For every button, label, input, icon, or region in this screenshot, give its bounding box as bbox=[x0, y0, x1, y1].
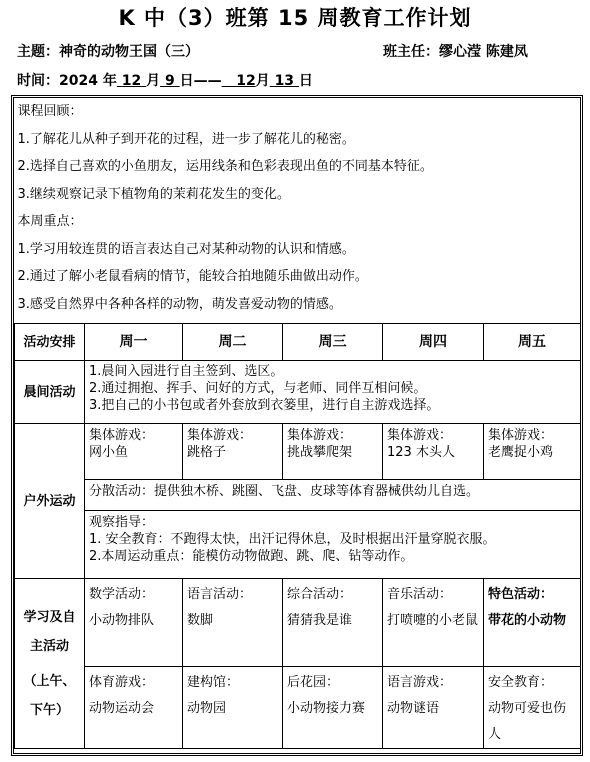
focus-heading: 本周重点： bbox=[17, 214, 83, 229]
study-label: 学习及自 主活动 （上午、 下午） bbox=[15, 579, 85, 749]
morning-line: 1.晨间入园进行自主签到、选区。 bbox=[89, 364, 284, 379]
study-activity-featured: 特色活动： 带花的小动物 bbox=[484, 579, 581, 667]
outdoor-guidance bbox=[85, 511, 581, 579]
focus-item: 3.感受自然界中各种各样的动物，萌发喜爱动物的情感。 bbox=[17, 296, 342, 312]
study-activity: 语言游戏： 动物谜语 bbox=[383, 667, 484, 749]
study-activity: 综合活动： 猜猜我是谁 bbox=[283, 579, 383, 667]
outdoor-game: 集体游戏： 跳格子 bbox=[183, 424, 283, 480]
end-month: 12 bbox=[236, 73, 256, 89]
outdoor-label: 户外运动 bbox=[15, 424, 85, 579]
day-char-2: 日 bbox=[298, 73, 313, 89]
study-activity: 建构馆： 动物园 bbox=[183, 667, 283, 749]
outdoor-guidance-row bbox=[15, 511, 581, 579]
morning-line: 2.通过拥抱、挥手、问好的方式，与老师、同伴互相问候。 bbox=[89, 381, 427, 396]
outdoor-game: 集体游戏： 网小鱼 bbox=[85, 424, 183, 480]
day-header: 周四 bbox=[383, 324, 484, 361]
morning-line: 3.把自己的小书包或者外套放到衣篓里，进行自主游戏选择。 bbox=[89, 398, 440, 413]
morning-label: 晨间活动 bbox=[15, 361, 85, 424]
plan-sheet bbox=[11, 95, 583, 756]
schedule-header-row bbox=[15, 324, 581, 361]
study-activity: 体育游戏： 动物运动会 bbox=[85, 667, 183, 749]
guidance-line: 1. 安全教育：不跑得太快，出汗记得休息，及时根据出汗量穿脱衣服。 bbox=[89, 532, 496, 547]
morning-row bbox=[15, 361, 581, 424]
teacher-value: 缪心滢 陈建凤 bbox=[439, 44, 528, 60]
theme-line bbox=[17, 41, 528, 61]
study-activity: 后花园： 小动物接力赛 bbox=[283, 667, 383, 749]
time-year: 2024 年 bbox=[59, 73, 117, 89]
outdoor-game: 集体游戏： 老鹰捉小鸡 bbox=[484, 424, 581, 480]
start-day: 9 bbox=[164, 73, 175, 89]
page-title: K 中（3）班第 15 周教育工作计划 bbox=[118, 6, 472, 30]
study-activity: 音乐活动： 打喷嚏的小老鼠 bbox=[383, 579, 484, 667]
theme-label: 主题： bbox=[17, 44, 59, 60]
study-row-1 bbox=[15, 579, 581, 667]
teacher-label: 班主任： bbox=[383, 44, 439, 60]
day-header: 周三 bbox=[283, 324, 383, 361]
day-header: 周二 bbox=[183, 324, 283, 361]
theme-value: 神奇的动物王国（三） bbox=[59, 44, 199, 60]
time-line bbox=[17, 70, 313, 90]
day-char-1: 日 bbox=[179, 73, 194, 89]
schedule-corner: 活动安排 bbox=[15, 324, 85, 361]
end-day: 13 bbox=[274, 73, 295, 89]
start-month: 12 bbox=[121, 73, 142, 89]
plan-table bbox=[14, 98, 581, 749]
day-header: 周一 bbox=[85, 324, 183, 361]
time-dash: —— bbox=[193, 73, 222, 89]
review-heading: 课程回顾： bbox=[17, 104, 83, 119]
outdoor-game: 集体游戏： 挑战攀爬架 bbox=[283, 424, 383, 480]
morning-content bbox=[85, 361, 581, 424]
guidance-line: 观察指导： bbox=[89, 515, 155, 530]
outdoor-split: 分散活动：提供独木桥、跳圈、飞盘、皮球等体育器械供幼儿自选。 bbox=[85, 480, 581, 511]
review-section bbox=[15, 98, 581, 324]
teacher-line bbox=[383, 41, 528, 61]
outdoor-split-row bbox=[15, 480, 581, 511]
month-char-2: 月 bbox=[255, 73, 270, 89]
day-header: 周五 bbox=[484, 324, 581, 361]
study-activity: 数学活动： 小动物排队 bbox=[85, 579, 183, 667]
study-row-2 bbox=[15, 667, 581, 749]
time-label: 时间： bbox=[17, 73, 59, 89]
review-item: 3.继续观察记录下植物角的茉莉花发生的变化。 bbox=[17, 186, 290, 202]
review-item: 1.了解花儿从种子到开花的过程，进一步了解花儿的秘密。 bbox=[17, 131, 355, 147]
outdoor-game: 集体游戏： 123 木头人 bbox=[383, 424, 484, 480]
outdoor-games-row bbox=[15, 424, 581, 480]
month-char-1: 月 bbox=[146, 73, 161, 89]
guidance-line: 2.本周运动重点：能模仿动物做跑、跳、爬、钻等动作。 bbox=[89, 549, 414, 564]
focus-item: 1.学习用较连贯的语言表达自己对某种动物的认识和情感。 bbox=[17, 241, 355, 257]
study-activity: 安全教育： 动物可爱也伤人 bbox=[484, 667, 581, 749]
review-item: 2.选择自己喜欢的小鱼朋友，运用线条和色彩表现出鱼的不同基本特征。 bbox=[17, 159, 433, 174]
focus-item: 2.通过了解小老鼠看病的情节，能较合拍地随乐曲做出动作。 bbox=[17, 269, 368, 284]
study-activity: 语言活动： 数脚 bbox=[183, 579, 283, 667]
